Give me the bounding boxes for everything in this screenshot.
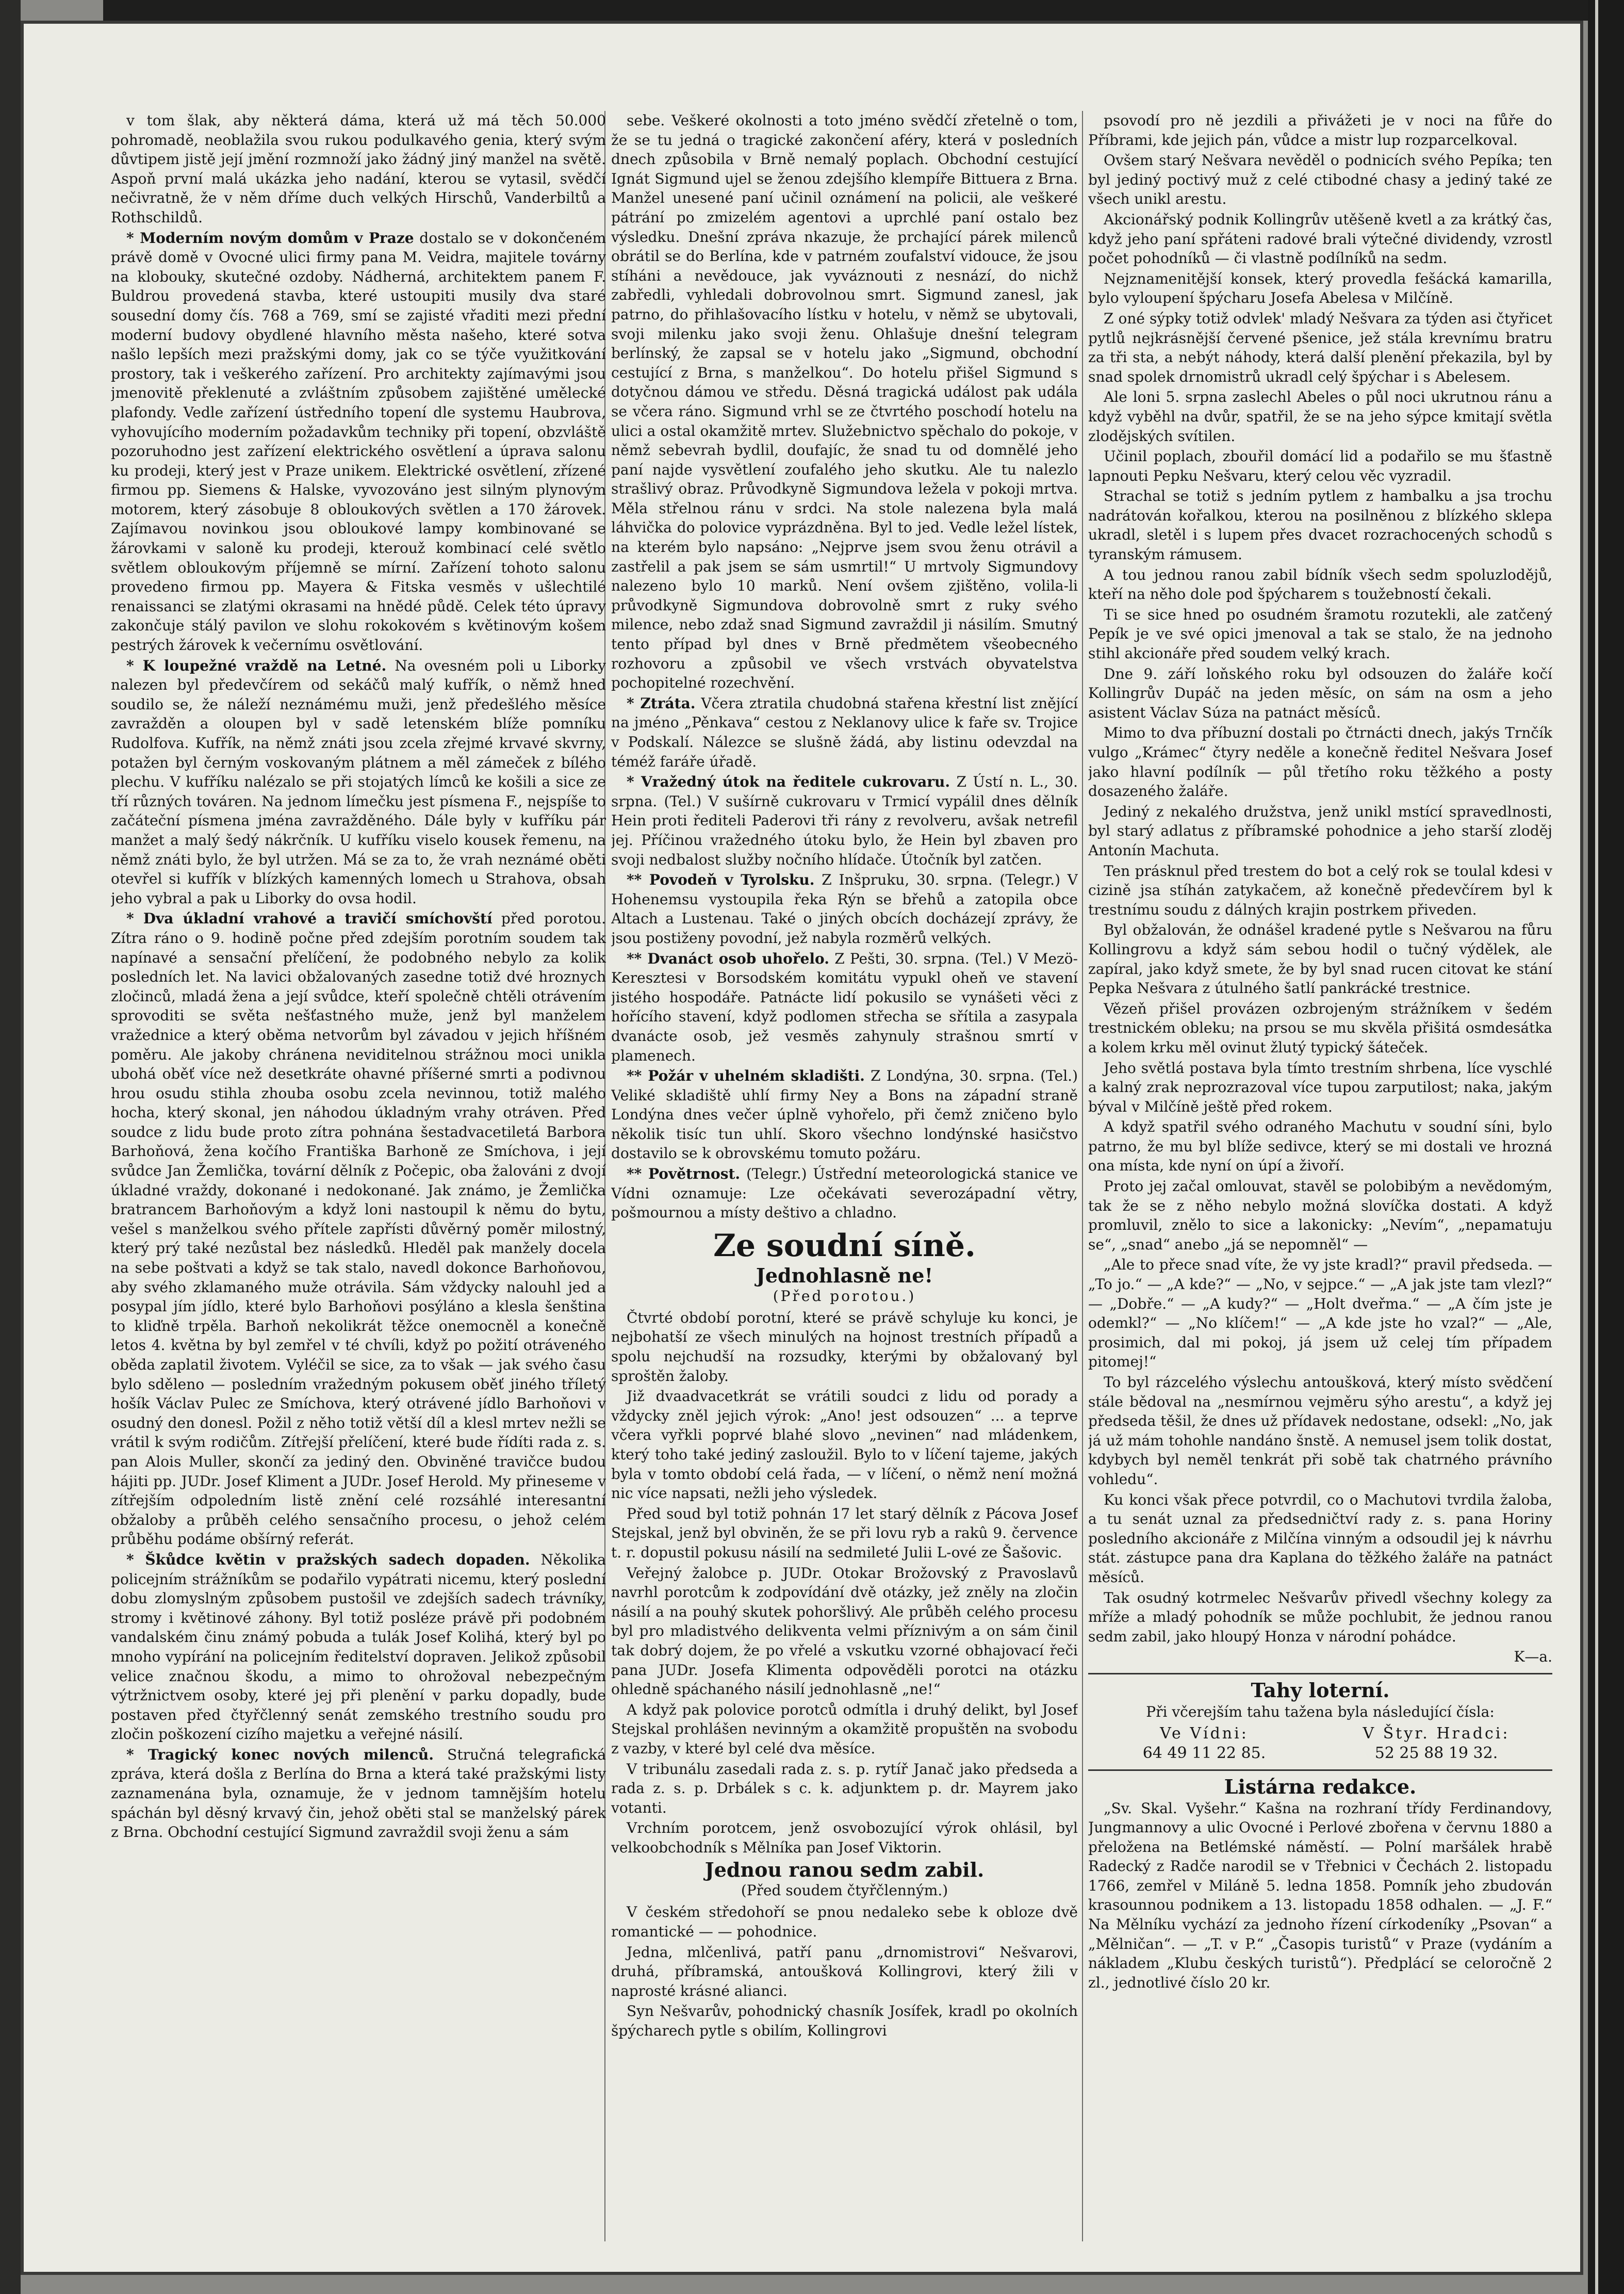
article: [611, 1066, 1078, 1163]
article-text: „Ale to přece snad víte, že vy jste kradl?“ pravil předseda. — „To jo.“ — „A kde?“ — „No, v sejpce.“ — „A jak jste tam vlezl?“ — „Dobře.“ — „A kudy?“ — „Holt dveřma.“ — „A čím jste je odemkl?“ — „No klíčem!“ — „A kde jste ho vzal?“ — „Ale, prosimich, dal mi pokoj, já jsem už celej tím případem pitomej!“: [1088, 1256, 1552, 1371]
scan-left-edge: [0, 0, 21, 2294]
article-text: Ovšem starý Nešvara nevěděl o podnicích svého Pepíka; ten byl jediný poctivý muž z celé ctibodné chasy a jediný také ze všech unikl arestu.: [1088, 152, 1552, 208]
article-text: Jedna, mlčenlivá, patří panu „drnomistrovi“ Nešvarovi, druhá, příbramská, antoušková Kollingrovi, který žili v naprosté krásné alianci.: [611, 1943, 1078, 1999]
article-text: Včera ztratila chudobná stařena křestní list znějící na jméno „Pěnkava“ cestou z Neklanovy ulice k faře sv. Trojice v Podskalí. Nálezce se slušně žádá, aby listinu odevzdal na téméž faráře úřadě.: [611, 694, 1078, 770]
column-right: [1088, 111, 1552, 2252]
article-text: A když pak polovice porotců odmítla i druhý delikt, byl Josef Stejskal prohlášen nevinným a okamžitě propuštěn na svobodu z vazby, v které byl celé dva měsíce.: [611, 1701, 1078, 1757]
article-text: Ku konci však přece potvrdil, co o Machutovi tvrdila žaloba, a tu senát uznal za předsedničtví rady z. s. pana Horiny posledního akcionáře z Milčína vinným a odsoudil jej k návrhu stát. zástupce pana dra Kaplana do těžkého žaláře na patnáct měsíců.: [1088, 1491, 1552, 1586]
lottery-title: Tahy loterní.: [1251, 1678, 1390, 1702]
column-left: [111, 111, 606, 2252]
article: [611, 949, 1078, 1066]
article-text: A když spatřil svého odraného Machutu v soudní síni, bylo patrno, že mu byl blíže sedivce, který se mi dostali ve hrozná ona místa, kde nyní on úpí a živoří.: [1088, 1118, 1552, 1175]
scan-right-edge: [1588, 0, 1624, 2294]
article-subtitle: (Před porotou.): [773, 1287, 916, 1305]
article-text: Před soud byl totiž pohnán 17 let starý dělník z Pácova Josef Stejskal, jenž byl obviněn, že se při lovu ryb a rakû 9. července t. r. dopustil pokusu násilí na sedmileté Julii L-ové ze Šašovic.: [611, 1505, 1078, 1561]
article-text: To byl rázcelého výslechu antoušková, který místo svědčení stále bědoval na „nesmírnou vejměru sýho arestu“, a když jej předseda těšil, že dnes už přídavek nedostane, odsekl: „No, jak já už mám tohohle nandáno šnstě. A nemusel jsem tolik dostat, kdybych byl neměl tenkrát při sobě tak chatrného právního vohledu“.: [1088, 1374, 1552, 1488]
article-text: v tom šlak, aby některá dáma, která už má těch 50.000 pohromadě, neoblažila svou rukou podulkavého genia, který svým důvtipem jistě její jmění rozmnoží jako žádný jiný manžel na světě. Aspoň první malá ukázka jeho nadání, kterou se vytasil, svědčí nečivratně, že v něm dříme duch velkých Hirschů, Vanderbiltů a Rothschildů.: [111, 112, 606, 226]
article-text: psovodí pro ně jezdili a přivážeti je v noci na fůře do Příbrami, kde jejich pán, vůdce a mistr lup rozparcelkoval.: [1088, 112, 1552, 149]
article-text: Z Ústí n. L., 30. srpna. (Tel.) V sušírně cukrovaru v Trmicí vypálil dnes dělník Hein proti řediteli Paderovi tři rány z revolveru, avšak netrefil jej. Příčinou vražedného útoku bylo, že Hein byl zbaven pro svoji nedbalost služby nočního hlídače. Útočník byl zatčen.: [611, 773, 1078, 868]
lottery-numbers: 64 49 11 22 85.: [1142, 1744, 1266, 1762]
lottery-results: [1088, 1724, 1552, 1763]
editor-box-title: Listárna redakce.: [1224, 1775, 1417, 1798]
article: [111, 656, 606, 908]
editor-box-text: „Sv. Skal. Vyšehr.“ Kašna na rozhraní třídy Ferdinandovy, Jungmannovy a ulic Ovocné i Perlové zbořena v červnu 1880 a přeložena na Betlémské náměstí. — Polní maršálek hrabě Radecký z Radče narodil se v Třebnici v Čechách 2. listopadu 1766, zemřel v Miláně 5. ledna 1858. Pomník jeho zbudován krasounnou podnikem a 13. listopadu 1858 odhalen. — „J. F.“ Na Mělníku vychází za jednoho řízení církodeníky „Psovan“ a „Mělničan“. — „T. v P.“ „Časopis turistů“ v Praze (vydáním a nákladem „Klubu českých turistů“). Předplácí se celoročně 2 zl., jednotlivé číslo 20 kr.: [1088, 1799, 1552, 1991]
article-heading: * Ztráta.: [627, 694, 696, 712]
article-text: Vězeň přišel provázen ozbrojeným strážníkem v šedém trestnickém obleku; na prsou se mu skvěla přišitá osmdesátka a kolem krku měl ovinut žlutý typický šáteček.: [1088, 1000, 1552, 1056]
article-text: Učinil poplach, zbouřil domácí lid a podařilo se mu šťastně lapnouti Pepku Nešvaru, který celou věc vyzradil.: [1088, 448, 1552, 484]
lottery-city: Ve Vídni:: [1160, 1724, 1249, 1743]
article-text: Byl obžalován, že odnášel kradené pytle s Nešvarou na fůru Kollingrovu a když sám sebou hodil o tučný výdělek, ale zapíral, jako když smete, že by byl snad rucen citovat ke stání Pepka Nešvara z útulného šatlí pankrácké trestnice.: [1088, 921, 1552, 997]
article-text: V českém středohoří se pnou nedaleko sebe k obloze dvě romantické — — pohodnice.: [611, 1903, 1078, 1941]
article-text: Již dvaadvacetkrát se vrátili soudci z lidu od porady a vždycky zněl jejich výrok: „Ano! jest odsouzen“ ... a teprve včera vyřkli poprvé blahé slovo „nevinen“ nad mládenkem, který toho také jediný zasloužil. Bylo to v líčení tajeme, jakých byla v tomto období celá řada, — v líčení, o němž není možná nic více napsati, nežli jeho výsledek.: [611, 1388, 1078, 1502]
divider: [1088, 1769, 1552, 1771]
lottery-numbers: 52 25 88 19 32.: [1374, 1744, 1498, 1762]
article: [111, 909, 606, 1549]
article-text: Několika policejním strážníkům se podařilo vypátrati nicemu, který poslední dobu zlomyslným způsobem pustošil ve zdejších sadech trávníky, stromy i květinové záhony. Byl totiž posléze právě při podobném vandalském činu známý pobuda a tulák Josef Kolihá, který byl po mnoho vypírání na policejním ředitelství dopraven. Jelikož způsobil velice značnou škodu, a mimo to ohrožoval nebezpečným výtržnictvem osoby, které jej při plenění v parku dopadly, bude postaven před čtyřčlenný senát zemského trestního soudu pro zločin poškození cizího majetku a veřejné násilí.: [111, 1551, 606, 1743]
section-title: Ze soudní síně.: [713, 1227, 976, 1264]
article-text: Nejznamenitější konsek, který provedla fešácká kamarilla, bylo vyloupení špýcharu Josefa Abelesa v Milčíně.: [1088, 270, 1552, 307]
scan-top-edge: [103, 0, 1588, 21]
article-text: dostalo se v dokončeném právě domě v Ovocné ulici firmy pana M. Veidra, majitele továrny na klobouky, skutečné ozdoby. Nádherná, architektem panem F. Buldrou provedená stavba, které ustoupiti musily dva staré sousední domy čís. 768 a 769, smí se zajisté vřaditi mezi přední moderní budovy obydlené hlavního města našeho, které sotva našlo lepších mezi pražskými domy, jak co se týče využitkování prostory, tak i veškerého zařízení. Pro architekty zajímavými jsou jmenovitě překlenuté a zvláštním způsobem zajištěné umělecké plafondy. Vedle zařízení ústředního topení dle systemu Haubrova, vyhovujícího moderním požadavkům techniky při topení, obzvláště pozoruhodno jest zařízení elektrického osvětlení a úprava salonu ku prodeji, který jest v Praze unikem. Elektrické osvětlení, zřízené firmou pp. Siemens & Halske, vyvozováno jest silným plynovým motorem, který zásobuje 8 obloukových světlen a 170 žárovek. Zajímavou novinkou jsou obloukové lampy kombinované se žárovkami v saloně ku prodeji, kterouž kombinací celé světlo světlem obloukovým příjemně se mírní. Zařízení tohoto salonu provedeno firmou pp. Mayera & Fitska vesměs v ušlechtilé renaissanci se zlatými okrasami na hnědé půdě. Celek této úpravy zakončuje stálý pavilon ve slohu rokokovém s květinovým košem pestrých žárovek k večernímu osvětlování.: [111, 229, 606, 654]
article-text: Na ovesném poli u Liborky nalezen byl předevčírem od sekáčů malý kufřík, o němž hned soudilo se, že náleží neznámému muži, jenž předešlého měsíce zavražděn a oloupen byl v sadě letenském blíže pomníku Rudolfova. Kufřík, na němž znáti jsou zcela zřejmé krvavé skvrny, potažen byl černým voskovaným plátnem a měl zámeček z bílého plechu. V kufříku nalézalo se při stojatých límců ke košili a sice ze tří různých továren. Na jednom límečku jest písmena F., nejspíše to začáteční písmena jména zavražděného. Dále byly v kufříku pár manžet a malý šedý nákrčník. U kufříku viselo kousek řemenu, na němž znáti bylo, že byl utržen. Má se za to, že vrah neznámé oběti otevřel si kufřík v blízkých kamenných lomech u Strahova, obsah jeho vybral a pak u Liborky do ovsa hodil.: [111, 657, 606, 907]
article-text: Ti se sice hned po osudném šramotu rozutekli, ale zatčený Pepík je ve své opici jmenoval a tak se stalo, že na jednoho stihl akcionáře před soudem velký krach.: [1088, 606, 1552, 662]
article-heading: * K loupežné vraždě na Letné.: [126, 657, 387, 674]
article-title: Jednou ranou sedm zabil.: [704, 1858, 985, 1882]
article-text: Jeho světlá postava byla tímto trestním shrbena, líce vyschlé a kalný zrak neprozrazoval více tupou zarputilost; naka, jakým býval v Milčíně ještě před rokem.: [1088, 1059, 1552, 1115]
article-text: Ale loni 5. srpna zaslechl Abeles o půl noci ukrutnou ránu a když vyběhl na dvůr, spatřil, že se na jeho sýpce kmitají světla zlodějských svítilen.: [1088, 388, 1552, 445]
article-heading: * Dva úkladní vrahové a travičí smíchovští: [126, 910, 493, 928]
article-text: Jediný z nekalého družstva, jenž unikl mstící spravedlnosti, byl starý adlatus z příbramské pohodnice a jeho starší zloděj Antonín Machuta.: [1088, 803, 1552, 859]
article-text: (Telegr.) Ústřední meteorologická stanice ve Vídni oznamuje: Lze očekávati severozápadní větry, pošmournou a místy deštivo a chladno.: [611, 1165, 1078, 1222]
article-text: Syn Nešvarův, pohodnický chasník Josífek, kradl po okolních špýcharech pytle s obilím, Kollingrovi: [611, 2003, 1078, 2040]
article-heading: ** Dvanáct osob uhořelo.: [627, 950, 829, 967]
article-text: Z Londýna, 30. srpna. (Tel.) Veliké skladiště uhlí firmy Ney a Bons na západní straně Londýna dnes večer úplně vyhořelo, při čemž zničeno bylo několik tisíc tun uhlí. Skoro všechno londýnské hasičstvo dostavilo se k obrovskému tomuto požáru.: [611, 1067, 1078, 1162]
article: [611, 1164, 1078, 1223]
column-rule: [1082, 111, 1083, 2241]
article-text: Vrchním porotcem, jenž osvobozující výrok ohlásil, byl velkoobchodník s Mělníka pan Josef Viktorin.: [611, 1819, 1078, 1856]
article: [611, 694, 1078, 771]
article-text: před porotou. Zítra ráno o 9. hodině počne před zdejším porotním soudem tak napínavé a sensační přelíčení, že podobného nebylo za kolik posledních let. Na lavici obžalovaných zasedne totiž dvé hroznych zločinců, mladá žena a její svůdce, kteří společně chtěli otrávením sprovoditi se světa nešťastného muže, jenž byl manželem vražednice a který oběma netvorům byl závadou v jejich hříšném poměru. Ale jakoby chránena neviditelnou strážnou moci unikla ubohá oběť více než desetkráte ohavné příšerné smrti a podivnou hrou osudu stihla zhouba osobu zcela nevinnou, totiž malého hocha, který skonal, jen náhodou úkladným vrahy otráven. Před soudce z lidu bude proto zítra pohnána šestadvacetiletá Barbora Barhoňová, žena kočího Františka Barhoně ze Smíchova, i její svůdce Jan Žemlička, tovární dělník z Počepic, oba žalováni z dvojí úkladné vraždy, dokonané i nedokonané. Jak známo, je Žemlička bratrancem Barhoňovým a když loni nastoupil k němu do bytu, vešel s manželkou svého přítele zapřísti důvěrný poměr milostný, který prý také nezůstal bez následků. Hleděl pak manžely docela na sebe poštvati a když se tak stalo, navedl dokonce Barhoňovou, aby svého zklamaného muže otrávila. Sám vždycky nalouhl jed a posypal jím jídlo, které bylo Barhoňovi posýláno a klesla šenština to kliďně trpěla. Barhoň nekolikrát těžce onemocněl a konečně letos 4. května by byl zemřel v té chvíli, když po požití otráveného oběda zaplatil životem. Vyléčil se sice, za to však — jak svého času bylo sděleno — posledním vražedným pokusem oběť jiného tříletý hošík Václav Pulec ze Smíchova, který otrávené jídlo Barhoňovi v osudný den donesl. Požil z něho totiž větší díl a klesl mrtev nežli se vrátil k svým rodičům. Zítřejší přelíčení, které bude řídíti rada z. s. pan Alois Muller, skončí za jediný den. Obviněné travičce budou hájiti pp. JUDr. Josef Kliment a JUDr. Josef Herold. My přineseme v zítřejším odpoledním listě znění celé rozsáhlé interesantní obžaloby a průběh celého sensačního procesu, o jehož celém průběhu podáme obšírný referát.: [111, 910, 606, 1548]
article-text: Z oné sýpky totiž odvlek' mladý Nešvara za týden asi čtyřicet pytlů nejkrásnější červené pšenice, jež stála krevnímu bratru za tři sta, a nebýt náhody, která další plenění překazila, byl by snad spolek drnomistrů ukradl celý špýchar i s Abelesem.: [1088, 310, 1552, 385]
article-title: Jednohlasně ne!: [756, 1263, 933, 1287]
divider: [1088, 1673, 1552, 1674]
article-text: Z Inšpruku, 30. srpna. (Telegr.) V Hohenemsu vystoupila řeka Rýn se břehů a zatopila obce Altach a Lustenau. Také o jiných obcích docházejí zprávy, že jsou postiženy povodní, jež nabyla rozměrů velkých.: [611, 871, 1078, 947]
article-text: Stručná telegrafická zpráva, která došla z Berlína do Brna a která také pražskými listy zaznamenána byla, oznamuje, že v jednom tamnějším hotelu spáchán byl děsný krvavý čin, jehož oběti stal se manželský párek z Brna. Obchodní cestující Sigmund zavraždil svoji ženu a sám: [111, 1746, 606, 1841]
article: [111, 1745, 606, 1842]
article-text: Čtvrté období porotní, které se právě schyluje ku konci, je nejbohatší ze všech minulých na hojnost trestních případů a spolu nejchudší na rozsudky, kterými by obžalovaný byl sproštěn žaloby.: [611, 1309, 1078, 1385]
article-text: Mimo to dva příbuzní dostali po čtrnácti dnech, jakýs Trnčík vulgo „Krámec“ čtyry neděle a konečně ředitel Nešvara Josef jako hlavní podílník — půl třetího roku těžkého a posty dosazeného žaláře.: [1088, 724, 1552, 800]
article-text: Akcionářský podnik Kollingrův utěšeně kvetl a za krátký čas, když jeho paní spřáteni radové brali výtečné dividendy, vzrostl počet pohodníků — či vlastně podílníků na sedm.: [1088, 210, 1552, 267]
article-text: Strachal se totiž s jedním pytlem z hambalku a jsa trochu nadrátován kořalkou, kterou na posilněnou z blízkého sklepa ukradl, sletěl i s lupem přes dvacet rozrachocených schodů s tyranským rámusem.: [1088, 487, 1552, 563]
article: [611, 772, 1078, 869]
article-text: Proto jej začal omlouvat, stavěl se polobibým a nevědomým, tak že se z něho nebylo možná slovíčka dostati. A když promluvil, znělo to sice a lakonicky: „Nevím“, „nepamatuju se“, „snad“ anebo „já se nepomněl“ —: [1088, 1178, 1552, 1253]
article-heading: * Moderním novým domům v Praze: [126, 229, 414, 247]
article-heading: ** Povětrnost.: [627, 1165, 741, 1183]
article-text: Ten prásknul před trestem do bot a celý rok se toulal kdesi v cizině jsa stíhán zatykačem, až konečně předevčírem byl k trestnímu soudu z dálných krajin postrkem přiveden.: [1088, 862, 1552, 918]
article: [611, 870, 1078, 948]
article-heading: * Vražedný útok na ředitele cukrovaru.: [627, 773, 950, 791]
column-middle: [611, 111, 1078, 2252]
article-heading: ** Povodeň v Tyrolsku.: [627, 871, 815, 889]
article-text: V tribunálu zasedali rada z. s. p. rytíř Janač jako předseda a rada z. s. p. Drbálek s c. k. adjunktem p. dr. Mayrem jako votanti.: [611, 1760, 1078, 1816]
article-text: Z Pešti, 30. srpna. (Tel.) V Mezö-Keresztesi v Borsodském komitátu vypukl oheň ve stavení jistého hospodáře. Patnácte lidí pokusilo se vynášeti věci z hořícího stavení, když podlomen střecha se sřítila a zasypala dvanácte osob, jež vesměs zahynuly strašnou smrtí v plamenech.: [611, 950, 1078, 1064]
lottery-city: V Štyr. Hradci:: [1363, 1724, 1510, 1743]
article-text: A tou jednou ranou zabil bídník všech sedm spoluzlodějů, kteří na něho dole pod špýcharem s toužebností čekali.: [1088, 566, 1552, 603]
article-heading: * Tragický konec nových milenců.: [126, 1746, 434, 1763]
article-text: Veřejný žalobce p. JUDr. Otokar Brožovský z Pravoslavů navrhl porotcům k zodpovídání dvě otázky, jež zněly na zločin násilí a na pouhý skutek pohoršlivý. Ale průběh celého procesu byl pro mladistvého delikventa velmi příznivým a on sám činil tak dobrý dojem, že po vřelé a vskutku vzorné obhajovací řeči pana JUDr. Josefa Klimenta odpověděli porotci na otázku ohledně spáchaného násilí jednohlasně „ne!“: [611, 1564, 1078, 1698]
article-subtitle: (Před soudem čtyřčlenným.): [741, 1882, 948, 1899]
author-signature: K—a.: [1514, 1648, 1552, 1666]
article: [111, 1550, 606, 1744]
article: [111, 229, 606, 655]
article-text: Dne 9. září loňského roku byl odsouzen do žaláře kočí Kollingrův Dupáč na jeden měsíc, on sám na osm a jeho asistent Václav Súza na patnáct měsíců.: [1088, 665, 1552, 721]
article-heading: ** Požár v uhelném skladišti.: [627, 1067, 865, 1085]
article-heading: * Škůdce květin v pražských sadech dopaden.: [126, 1551, 530, 1568]
article-text: Tak osudný kotrmelec Nešvarův přivedl všechny kolegy za mříže a mladý pohodník se může pochlubit, že jednou ranou sedm zabil, jako hloupý Honza v národní pohádce.: [1088, 1589, 1552, 1645]
article-text: sebe. Veškeré okolnosti a toto jméno svědčí zřetelně o tom, že se tu jedná o tragické zakončení aféry, která v posledních dnech způsobila v Brně nemalý poplach. Obchodní cestující Ignát Sigmund ujel se ženou zdejšího klempíře Bittuera z Brna. Manžel unesené paní učinil oznámení na policii, ale veškeré pátrání po zmizelém agentovi a uprchlé paní ostalo bez výsledku. Dnešní zpráva nkazuje, že prchající párek milenců obrátil se do Berlína, kde v patrném zoufalství vidouce, že jsou stíháni a nevědouce, jak vyváznouti z nesnází, do nichž zabředli, vyhledali dobrovolnou smrt. Sigmund zanesl, jak patrno, do přihlašovacího lístku v hotelu, v němž se ubytovali, svoji milenku jako svoji ženu. Ohlašuje dnešní telegram berlínský, že zapsal se v hotelu jako „Sigmund, obchodní cestující z Brna, s manželkou“. Do hotelu přišel Sigmund s dotyčnou dámou ve středu. Děsná tragická událost pak udála se včera ráno. Sigmund vrhl se ze čtvrtého poschodí hotelu na ulici a ostal okamžitě mrtev. Služebnictvo spěchalo do pokoje, v němž sebevrah bydlil, doufajíc, že snad tu od domnělé jeho paní najde vysvětlení zoufalého jeho skutku. Ale tu nalezlo strašlivý obraz. Průvodkyně Sigmundova ležela v pokoji mrtva. Měla střelnou ránu v srdci. Na stole nalezena byla malá láhvička do polovice vyprázdněna. Byl to jed. Vedle ležel lístek, na kterém bylo napsáno: „Nejprve jsem svou ženu otrávil a zastřelil a pak jsem se sám usmrtil!“ U mrtvoly Sigmundovy nalezeno bylo 10 marků. Není ovšem zjištěno, volila-li průvodkyně Sigmundova dobrovolně smrt z ruky svého milence, nebo zdaž snad Sigmund zavraždil ji násilím. Smutný tento případ byl dnes v Brně předmětem všeobecného rozhovoru a způsobil ve všech vrstvách obyvatelstva pochopitelné rozechvění.: [611, 112, 1078, 692]
lottery-intro: Při včerejším tahu tažena byla následující čísla:: [1146, 1703, 1495, 1720]
